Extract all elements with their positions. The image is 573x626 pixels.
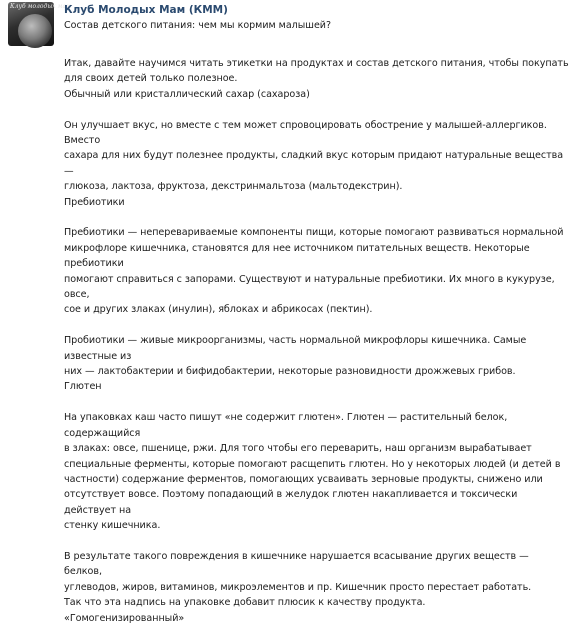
avatar-caption: Клуб молодых мам (10, 3, 72, 10)
post-text-line: На упаковках каш часто пишут «не содержит глютен». Глютен — растительный белок, содержащийся (64, 412, 508, 439)
post-subtitle: Состав детского питания: чем мы кормим малышей? (64, 20, 332, 31)
paragraph-gap (64, 534, 569, 549)
post-text-line: специальные ферменты, которые помогают расщепить глютен. Но у некоторых людей (и детей в (64, 458, 561, 470)
post-text-line: глюкоза, лактоза, фруктоза, декстринмальтоза (мальтодекстрин). (64, 181, 403, 193)
post-text-line: сахара для них будут полезнее продукты, сладкий вкус которым придают натуральные вещества — (64, 150, 564, 177)
post-text-line: стенку кишечника. (64, 520, 161, 532)
post-text-line: В результате такого повреждения в кишечнике нарушается всасывание других веществ — белков, (64, 550, 529, 578)
post-text-line: микрофлоре кишечника, становятся для нее источником питательных веществ. Некоторые пребиотики (64, 242, 530, 270)
post-text-line: «Гомогенизированный» (64, 612, 185, 624)
group-name-link[interactable]: Клуб Молодых Мам (КММ) (64, 4, 228, 16)
paragraph-gap (64, 210, 569, 225)
paragraph-gap (64, 102, 569, 117)
post-header (64, 3, 331, 33)
avatar-photo (18, 14, 52, 48)
paragraph-gap (64, 318, 569, 333)
post-text-line: помогают справиться с запорами. Существуют и натуральные пребиотики. Их много в кукурузе, овсе, (64, 273, 555, 301)
post-text-line: них — лактобактерии и бифидобактерии, некоторые разновидности дрожжевых грибов. (64, 366, 516, 378)
post-text-line: Обычный или кристаллический сахар (сахароза) (64, 88, 310, 100)
post-text-line: Пребиотики — неперевариваемые компоненты пищи, которые помогают развиваться нормальной (64, 227, 564, 239)
post-text-line: сое и других злаках (инулин), яблоках и абрикосах (пектин). (64, 304, 373, 316)
post-text-line: в злаках: овсе, пшенице, ржи. Для того чтобы его переварить, наш организм вырабатывает (64, 443, 532, 455)
post-text-line: углеводов, жиров, витаминов, микроэлементов и пр. Кишечник просто перестает работать. (64, 581, 532, 593)
post-body (64, 56, 569, 626)
post-text-line: Он улучшает вкус, но вместе с тем может спровоцировать обострение у малышей-аллергиков. Вместо (64, 119, 547, 147)
post-text-line: отсутствует вовсе. Поэтому попадающий в желудок глютен накапливается и токсически действует на (64, 489, 518, 516)
paragraph-gap (64, 395, 569, 410)
post-text-line: Глютен (64, 381, 102, 393)
post-text-line: Пробиотики — живые микроорганизмы, часть нормальной микрофлоры кишечника. Самые известные из (64, 335, 527, 362)
post-text-line: Пребиотики (64, 196, 125, 208)
post-text-line: Итак, давайте научимся читать этикетки на продуктах и состав детского питания, чтобы покупать (64, 58, 569, 69)
post-text-line: для своих детей только полезное. (64, 73, 238, 85)
group-avatar[interactable] (8, 2, 72, 46)
post-text-line: частности) содержание ферментов, помогающих усваивать зерновые продукты, снижено или (64, 473, 543, 485)
post-text-line: Так что эта надпись на упаковке добавит плюсик к качеству продукта. (64, 597, 426, 609)
